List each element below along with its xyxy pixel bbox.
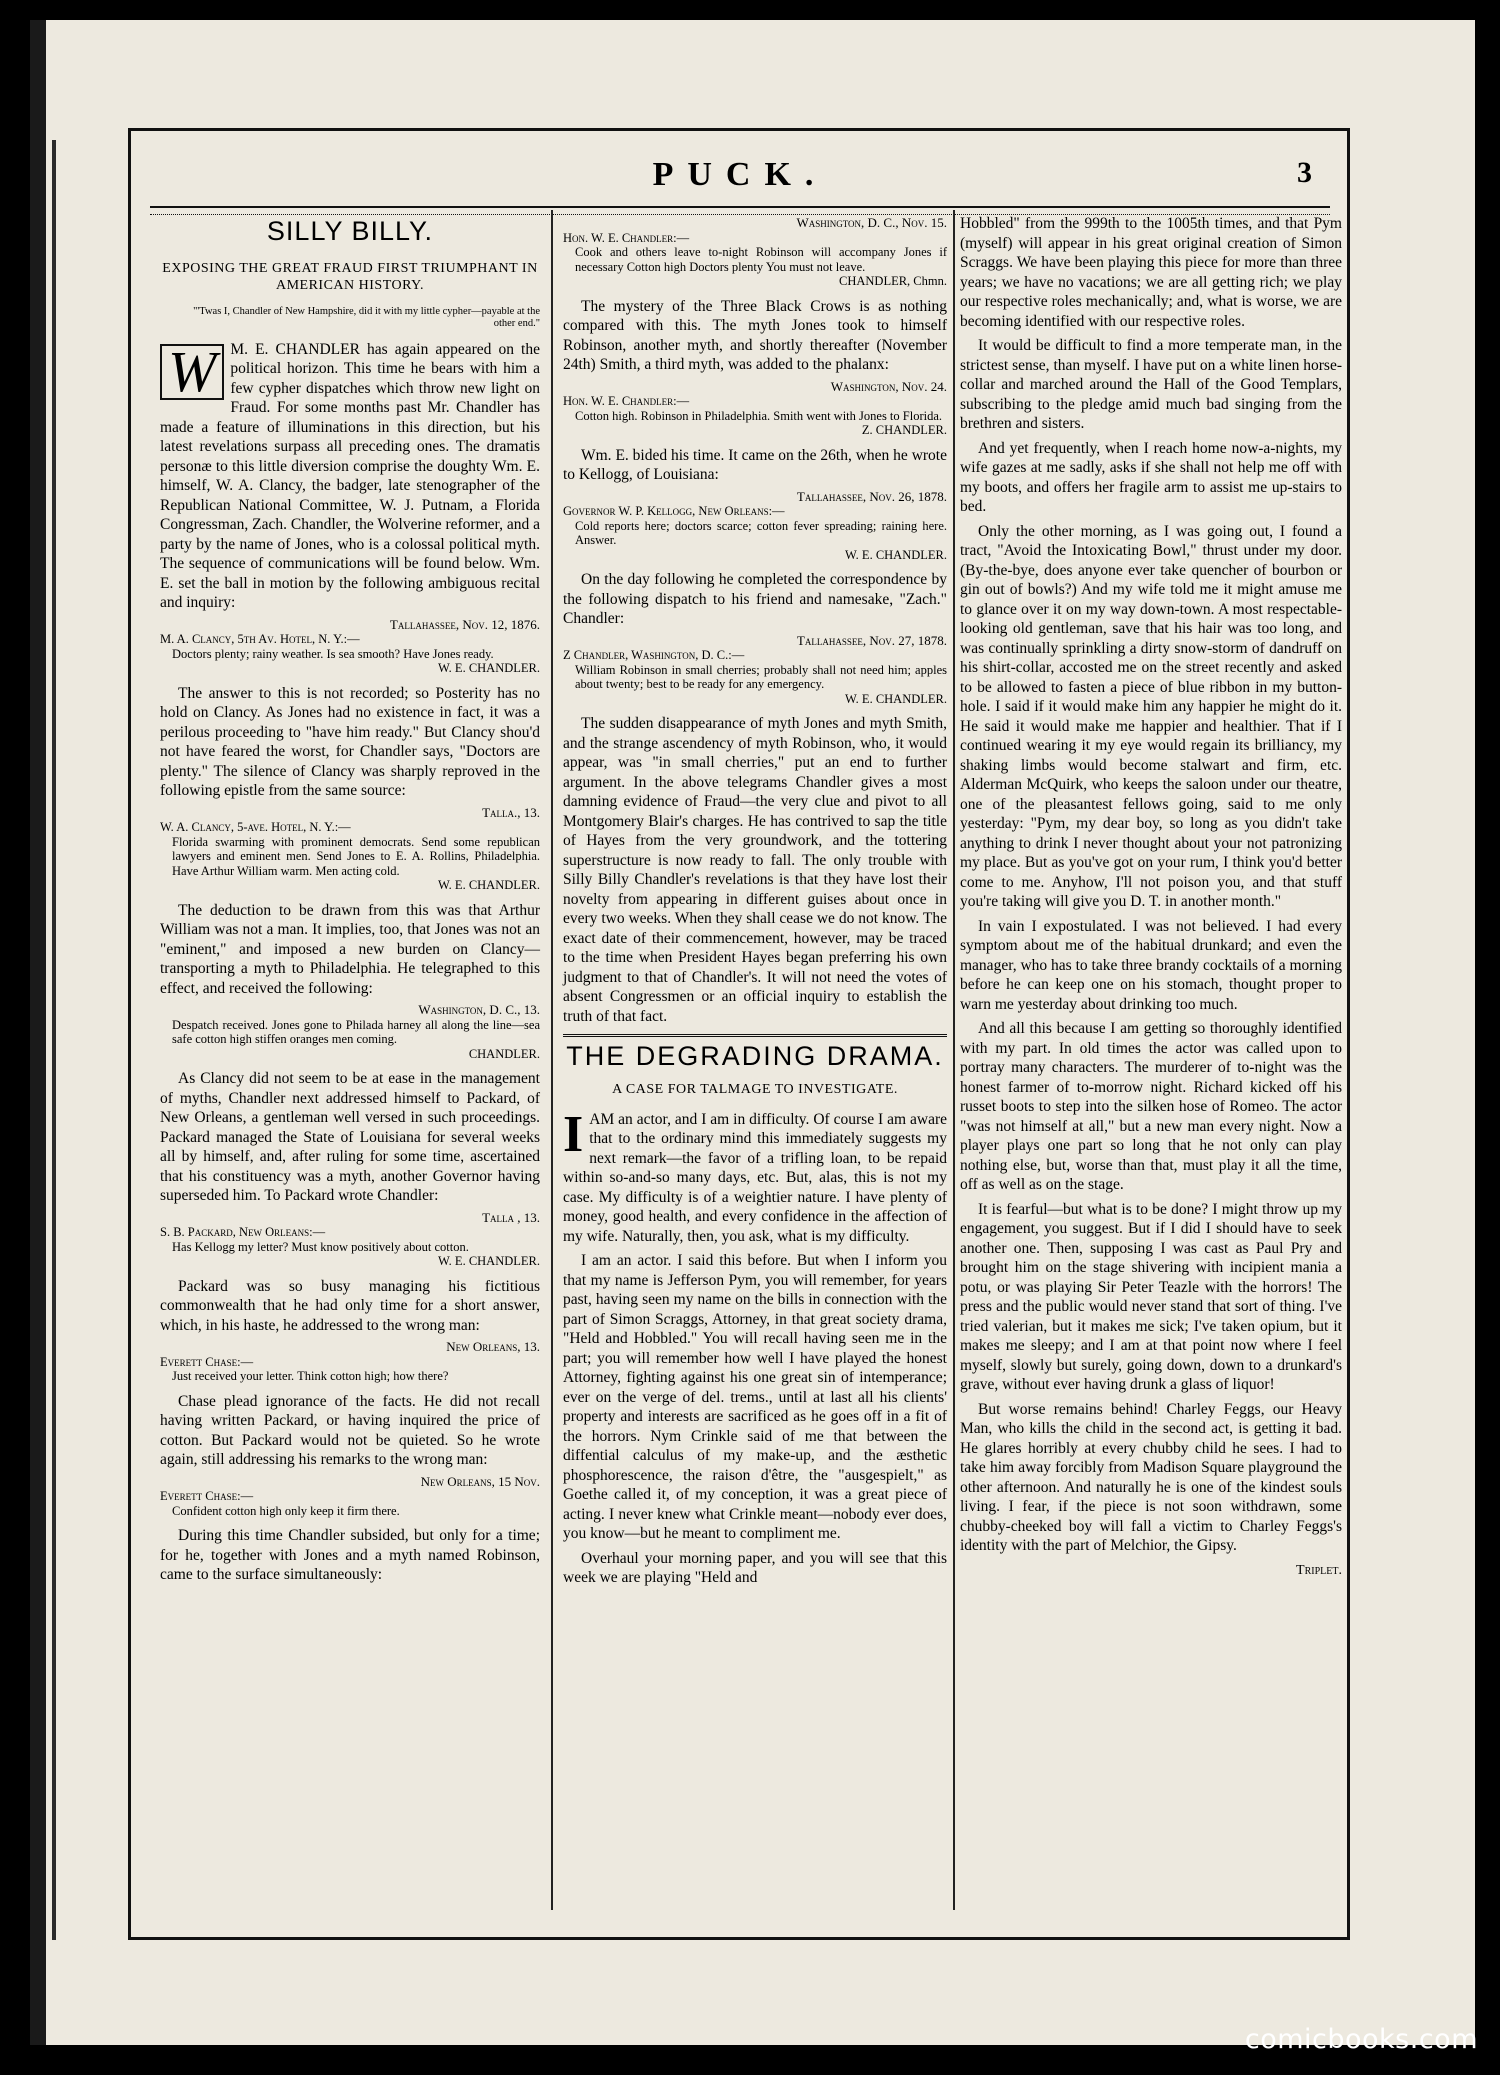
article-subhead: A CASE FOR TALMAGE TO INVESTIGATE.: [612, 1081, 898, 1097]
paragraph: The answer to this is not recorded; so Posterity has no hold on Clancy. As Jones had no existence in fact, it was a perilous proceeding to "have him ready." But Clancy shou'd not have feared the worst, for Chandler says, "Doctors are plenty." The silence of Clancy was sharply reproved in the following epistle from the same source:: [160, 684, 540, 799]
telegram: Washington, D. C., Nov. 15. Hon. W. E. Chandler:— Cook and others leave to-night Robinson will accompany Jones if necessary Cotton high Doctors plenty You must not leave. CHANDLER, Chmn.: [563, 215, 947, 288]
paragraph: As Clancy did not seem to be at ease in the management of myths, Chandler next addressed himself to Packard, of New Orleans, a gentleman well versed in such proceedings. Packard managed the State of Louisiana for several weeks all by himself, and, after ruling for some time, ascertained that his constituency was a myth, another Governor having superseded him. To Packard wrote Chandler:: [160, 1070, 540, 1204]
telegram: New Orleans, 13. Everett Chase:— Just received your letter. Think cotton high; how there?: [160, 1339, 540, 1383]
paragraph: And yet frequently, when I reach home now-a-nights, my wife gazes at me sadly, asks if she shall not help me off with my boots, and offers her fragile arm to assist me up-stairs to bed.: [960, 439, 1342, 515]
article-headline: THE DEGRADING DRAMA.: [563, 1034, 947, 1067]
watermark: comicbooks.com: [1244, 2024, 1478, 2055]
paragraph: It would be difficult to find a more temperate man, in the strictest sense, than myself. I have put on a white linen horse-collar and marched around the Hall of the Good Templars, subscribing to the pledge amid much bad singing from the brethren and sisters.: [960, 337, 1342, 432]
binding-edge: [30, 20, 46, 2045]
paragraph: W M. E. CHANDLER has again appeared on the political horizon. This time he bears with him a few cypher dispatches which throw new light on Fraud. For some months past Mr. Chandler has made a feature of illuminations in this direction, but his latest revelations surpass all preceding ones. The dramatis personæ to this little diversion comprise the doughty Wm. E. himself, W. A. Clancy, the badger, late stenographer of the Republican National Committee, W. J. Putnam, a Florida Congressman, Zach. Chandler, the Wolverine reformer, and a party by the name of Jones, who is a colossal political myth. The sequence of communications will be found below. Wm. E. set the ball in motion by the following ambiguous recital and inquiry:: [160, 338, 540, 611]
drop-cap: W: [160, 344, 224, 400]
telegram: Talla , 13. S. B. Packard, New Orleans:— Has Kellogg my letter? Must know positively about cotton. W. E. CHANDLER.: [160, 1209, 540, 1268]
column-rule-1: [551, 210, 553, 1910]
telegram: New Orleans, 15 Nov. Everett Chase:— Confident cotton high only keep it firm there.: [160, 1473, 540, 1518]
article-subhead: EXPOSING THE GREAT FRAUD FIRST TRIUMPHANT IN AMERICAN HISTORY.: [162, 260, 538, 293]
masthead-title: PUCK.: [652, 156, 828, 193]
epigraph: "'Twas I, Chandler of New Hampshire, did it with my little cypher—payable at the other end.": [193, 305, 540, 329]
paragraph: The sudden disappearance of myth Jones and myth Smith, and the strange ascendency of myth Robinson, who, it would appear, was "in small cherries," put an end to further argument. In the above telegrams Chandler gives a most damning evidence of Fraud—the very clue and pivot to all Montgomery Blair's charges. He has contrived to sap the title of Hayes from the very groundwork, and the tottering superstructure is now ready to fall. The only trouble with Silly Billy Chandler's revelations is that they have lost their novelty from appearing in different guises about once in every two weeks. When they shall cease we do not know. The exact date of their commencement, however, may be traced to the time when President Hayes began preferring his own judgment to that of Chandler's. It will not need the votes of absent Congressmen or an official inquiry to establish the truth of that fact.: [563, 715, 947, 1025]
paragraph: On the day following he completed the correspondence by the following dispatch to his friend and namesake, "Zach." Chandler:: [563, 571, 947, 627]
column-2: [563, 214, 947, 1593]
paragraph: The mystery of the Three Black Crows is as nothing compared with this. The myth Jones took to himself Robinson, another myth, and shortly thereafter (November 24th) Smith, a third myth, was added to the phalanx:: [563, 297, 947, 373]
paragraph: But worse remains behind! Charley Feggs, our Heavy Man, who kills the child in the second act, is getting it bad. He glares horribly at every chubby child he sees. I had to take him away forcibly from Madison Square playground the other afternoon. And naturally he is one of the kindest souls living. I fear, if the piece is not soon withdrawn, some chubby-cheeked boy will fall a victim to Charley Feggs's identity with the part of Melchior, the Gipsy.: [960, 1400, 1342, 1554]
masthead: [150, 148, 1330, 198]
paragraph: Chase plead ignorance of the facts. He did not recall having written Packard, or having inquired the price of cotton. But Packard would not be quieted. So he wrote again, still addressing his remarks to the wrong man:: [160, 1392, 540, 1468]
paragraph: The deduction to be drawn from this was that Arthur William was not a man. It implies, too, that Jones was not an "eminent," and imposed a new burden on Clancy—transporting a myth to Philadelphia. He telegraphed to this effect, and received the following:: [160, 901, 540, 997]
paragraph: Packard was so busy managing his fictitious commonwealth that he had only time for a short answer, which, in his haste, he addressed to the wrong man:: [160, 1277, 540, 1334]
paragraph: I am an actor. I said this before. But when I inform you that my name is Jefferson Pym, you will remember, for years past, having seen my name on the bills in connection with the part of Simon Scraggs, Attorney, in that great society drama, "Held and Hobbled." You will recall having seen me in the part; you will remember how well I have played the honest Attorney, fighting against his one great sin of intemperance; ever on the verge of del. trems., until at last all his clients' property and interests are sacrificed as he goes off in a fit of the horrors. Nym Crinkle said of me that between the diffential calculus of my make-up, and the æsthetic phosphorescence, the raison d'être, the "ausgespielt," as Goethe called it, of my conception, it was a great piece of acting. I never knew what Crinkle meant—nobody ever does, you know—but he meant to compliment me.: [563, 1252, 947, 1542]
telegram: Talla., 13. W. A. Clancy, 5-ave. Hotel, N. Y.:— Florida swarming with prominent democrats. Send some republican lawyers and eminent men. Send Jones to E. A. Rollins, Philadelphia. Have Arthur William warm. Men acting cold. W. E. CHANDLER.: [160, 804, 540, 892]
paragraph: Only the other morning, as I was going out, I found a tract, "Avoid the Intoxicating Bowl," thrust under my door. (By-the-bye, does anyone ever take quencher of bourbon or gin out of bowls?) And my wife told me it might amuse me to glance over it on my way down-town. A most respectable-looking old gentleman, save that his hair was too long, and was continually sprinkling a dirty snow-storm of dandruff on his shirt-collar, accosted me on the street recently and asked to be allowed to fasten a piece of blue ribbon in my button-hole. I said if it would make him any happier he might do it. He said it would make me happier and healthier. That if I continued wearing it my eye would regain its brilliancy, my shaking limbs would become stalwart and firm, etc. Alderman McQuirk, who keeps the saloon under our theatre, one of the pleasantest fellows going, said to me only yesterday: "Pym, my dear boy, so long as you didn't take anything to drink I never thought about your not patronizing my place. But as you've got on your rum, I think you'd better come to me. Anyhow, I'll not poison you, and that stuff you're taking will give you D. T. in another month.": [960, 522, 1342, 910]
telegram: Washington, D. C., 13. Despatch received. Jones gone to Philada harney all along the line—sea safe cotton high stiffen oranges men coming. CHANDLER.: [172, 1002, 540, 1061]
author-signature: Triplet.: [1296, 1562, 1342, 1578]
paragraph: During this time Chandler subsided, but only for a time; for he, together with Jones and a myth named Robinson, came to the surface simultaneously:: [160, 1527, 540, 1583]
column-1: [160, 214, 540, 1590]
paragraph: Hobbled" from the 999th to the 1005th times, and that Pym (myself) will appear in his great original creation of Simon Scraggs. We have been playing this piece for more than three years; we have no vacations; we are all getting rich; we play our respective roles mechanically; and, what is worse, we are becoming identified with our respective roles.: [960, 215, 1342, 330]
page-number: 3: [1297, 156, 1312, 189]
telegram: Washington, Nov. 24. Hon. W. E. Chandler:— Cotton high. Robinson in Philadelphia. Smith went with Jones to Florida. Z. CHANDLER.: [563, 378, 947, 437]
telegram: Tallahassee, Nov. 27, 1878. Z Chandler, Washington, D. C.:— William Robinson in small cherries; probably shall not need him; apples about twenty; best to be ready for any emergency. W. E. CHANDLER.: [563, 632, 947, 706]
paragraph: Overhaul your morning paper, and you will see that this week we are playing "Held and: [563, 1549, 947, 1586]
paragraph: IAM an actor, and I am in difficulty. Of course I am aware that to the ordinary mind this immediately suggests my next remark—the favor of a trifling loan, to be repaid within so-and-so many days, etc. But, alas, this is not my case. My difficulty is of a weightier nature. I have plenty of money, good health, and every confidence in the affection of my wife. Naturally, then, you ask, what is my difficulty.: [563, 1105, 947, 1245]
binding-shadow: [52, 140, 56, 1940]
paragraph: It is fearful—but what is to be done? I might throw up my engagement, you suggest. But if I did I should have to seek another one. Then, supposing I was cast as Paul Pry and brought him on the stage shivering with incipient mania a potu, or was playing Sir Peter Teazle with the horrors! The press and the public would never stand that sort of thing. I've tried valerian, but it makes me sick; I've taken opium, but it makes me sleepy; and I am at that point now where I feel myself, slowly but surely, going down, down to a drunkard's grave, without ever having drunk a glass of liquor!: [960, 1200, 1342, 1393]
column-3: [960, 214, 1342, 1580]
article-headline: SILLY BILLY.: [266, 216, 434, 246]
column-rule-2: [953, 210, 955, 1910]
drop-cap: I: [563, 1105, 584, 1163]
telegram: Tallahassee, Nov. 26, 1878. Governor W. P. Kellogg, New Orleans:— Cold reports here; doctors scarce; cotton fever spreading; raining here. Answer. W. E. CHANDLER.: [563, 488, 947, 562]
paragraph: Wm. E. bided his time. It came on the 26th, when he wrote to Kellogg, of Louisiana:: [563, 446, 947, 483]
telegram: Tallahassee, Nov. 12, 1876. M. A. Clancy, 5th Av. Hotel, N. Y.:— Doctors plenty; rainy weather. Is sea smooth? Have Jones ready. W. E. CHANDLER.: [160, 616, 540, 675]
paragraph: In vain I expostulated. I was not believed. I had every symptom about me of the habitual drunkard; and even the manager, who has to take three brandy cocktails of a morning before he can keep one on his stomach, thought proper to warn me yesterday about drinking too much.: [960, 917, 1343, 1013]
paragraph: And all this because I am getting so thoroughly identified with my part. In old times the actor was called upon to portray many characters. The murderer of to-night was the honest farmer of to-morrow night. Richard kicked off his russet boots to step into the silken hose of Romeo. The actor "was not himself at all," but a new man every night. Now a player plays one part so long that he not only can play nothing else, but, worse than that, must play it all the time, off as well as on the stage.: [960, 1020, 1342, 1193]
